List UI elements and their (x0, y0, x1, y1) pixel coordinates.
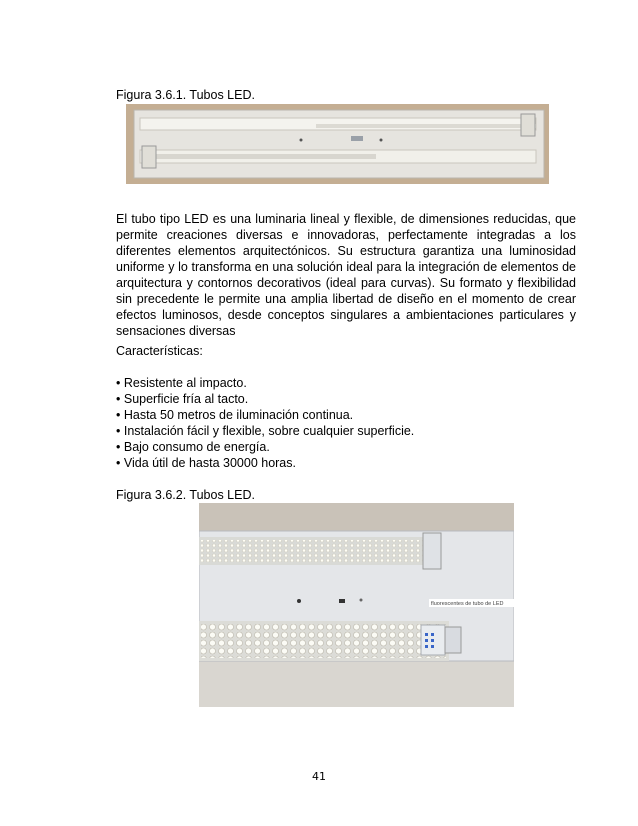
feature-item: • Bajo consumo de energía. (116, 439, 414, 455)
features-list (116, 375, 414, 471)
figure-2-caption: Figura 3.6.2. Tubos LED. (116, 488, 255, 502)
feature-item: • Instalación fácil y flexible, sobre cualquier superficie. (116, 423, 414, 439)
photo-label: fluorescentes de tubo de LED (431, 601, 504, 607)
feature-item: • Vida útil de hasta 30000 horas. (116, 455, 414, 471)
led-tubes-photo-1 (126, 104, 549, 184)
feature-item: • Resistente al impacto. (116, 375, 414, 391)
feature-item: • Hasta 50 metros de iluminación continua. (116, 407, 414, 423)
figure-2-photo (199, 503, 514, 707)
figure-1-caption: Figura 3.6.1. Tubos LED. (116, 88, 255, 102)
page-number: 41 (312, 770, 326, 783)
body-paragraph: El tubo tipo LED es una luminaria lineal y flexible, de dimensiones reducidas, que permite creaciones diversas e innovadoras, perfectamente integradas a los diferentes elementos arquitectónicos. Su estructura garantiza una luminosidad uniforme y lo transforma en una solución ideal para la integración de elementos de arquitectura y contornos decorativos (ideal para curvas). Su formato y flexibilidad sin precedente le permite una amplia libertad de diseño en el momento de crear efectos luminosos, desde conceptos singulares a ambientaciones particulares y sensaciones diversas (116, 212, 576, 338)
figure-1-photo (126, 104, 549, 184)
feature-item: • Superficie fría al tacto. (116, 391, 414, 407)
led-tubes-photo-2 (199, 503, 514, 707)
features-title: Características: (116, 344, 203, 358)
